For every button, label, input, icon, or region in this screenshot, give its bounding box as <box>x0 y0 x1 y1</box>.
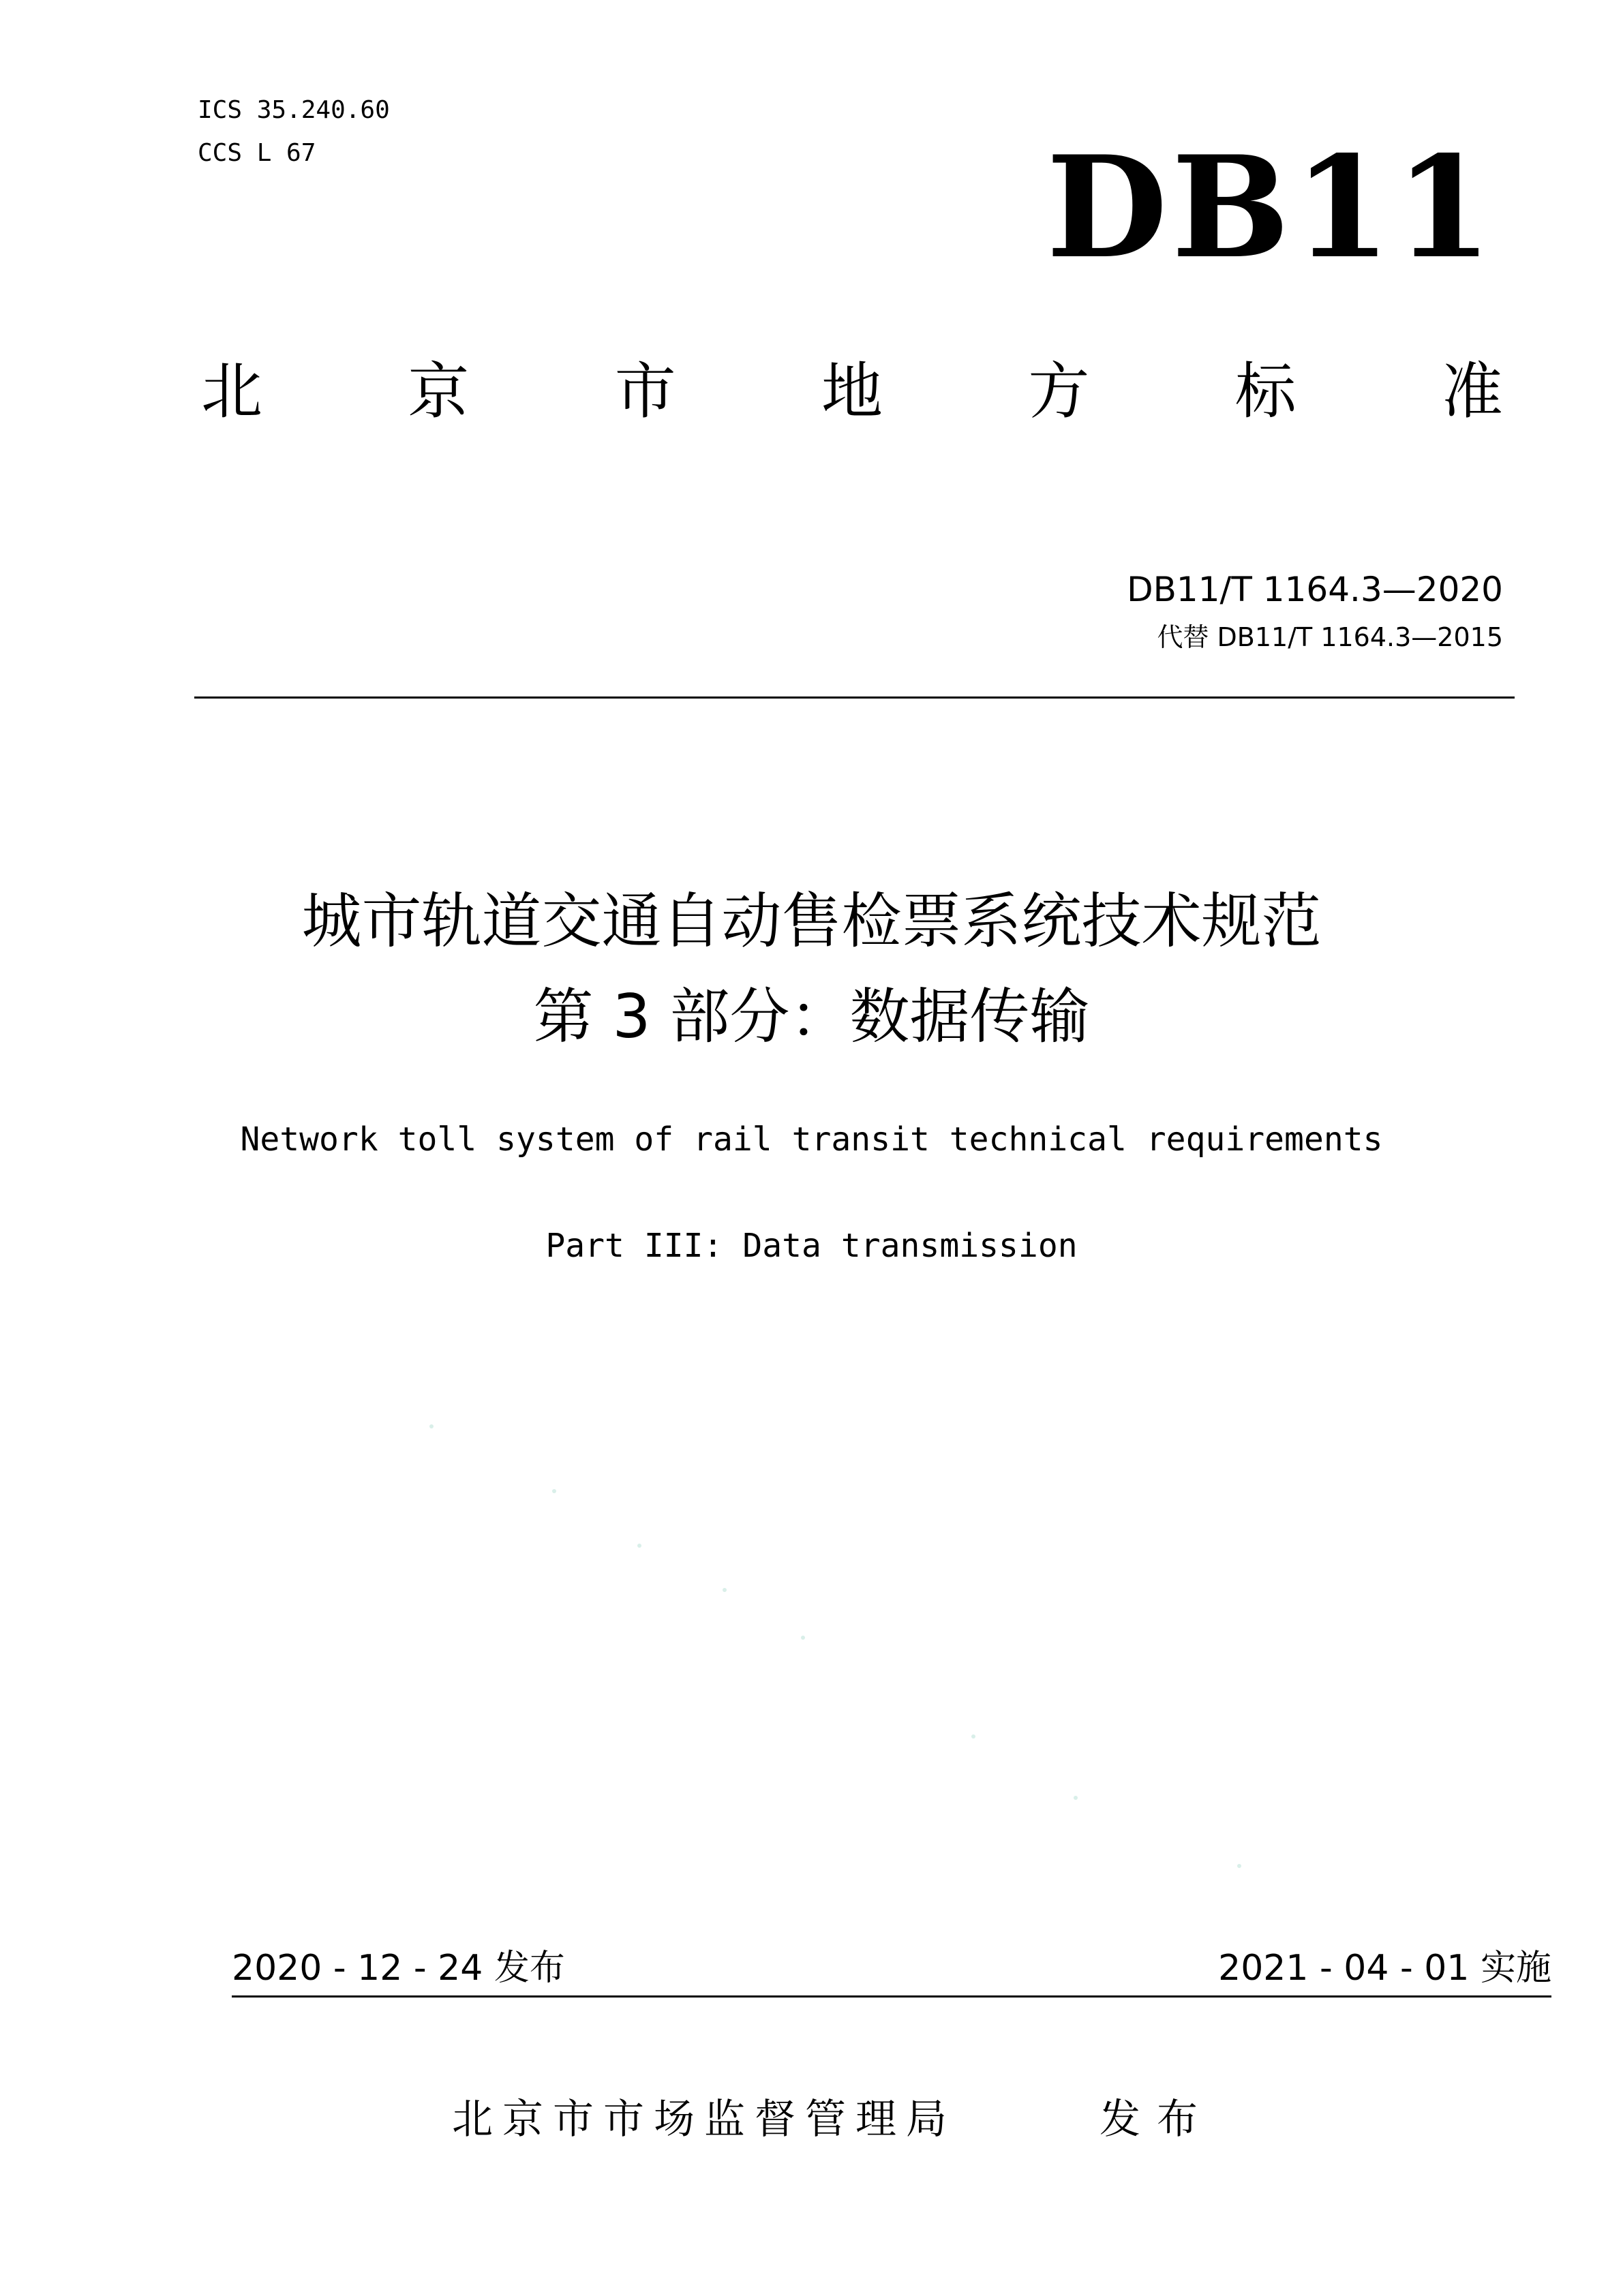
speckle <box>971 1734 975 1739</box>
standard-number: DB11/T 1164.3—2020 <box>1127 570 1503 609</box>
speckle <box>723 1588 727 1592</box>
local-standard-char: 方 <box>1028 356 1090 427</box>
chinese-title-line-2: 第 3 部分：数据传输 <box>533 981 1090 1052</box>
replaces-standard: 代替 DB11/T 1164.3—2015 <box>1157 622 1503 652</box>
english-title-line-2: Part III: Data transmission <box>545 1227 1078 1265</box>
speckle <box>429 1424 434 1428</box>
speckle <box>1074 1796 1078 1800</box>
speckle <box>637 1544 641 1548</box>
english-title-line-1: Network toll system of rail transit technical requirements <box>240 1120 1383 1159</box>
db11-logo: DB11 <box>1046 126 1497 290</box>
implementation-date: 2021 - 04 - 01 实施 <box>1218 1948 1551 1989</box>
publisher-name: 北京市市场监督管理局 <box>452 2096 956 2143</box>
speckle <box>801 1636 805 1640</box>
ics-code: ICS 35.240.60 <box>198 96 390 124</box>
local-standard-char: 市 <box>614 356 676 427</box>
issue-date: 2020 - 12 - 24 发布 <box>232 1948 565 1989</box>
top-divider <box>194 697 1515 699</box>
local-standard-char: 准 <box>1441 356 1503 427</box>
bottom-divider <box>232 1995 1551 1997</box>
ccs-code: CCS L 67 <box>198 139 316 167</box>
local-standard-char: 标 <box>1234 356 1296 427</box>
local-standard-char: 地 <box>821 356 883 427</box>
local-standard-char: 北 <box>201 356 262 427</box>
local-standard-char: 京 <box>408 356 470 427</box>
chinese-title-line-1: 城市轨道交通自动售检票系统技术规范 <box>301 886 1322 956</box>
speckle <box>552 1489 556 1493</box>
speckle <box>1237 1864 1241 1868</box>
local-standard-heading <box>201 351 1503 433</box>
publish-label: 发布 <box>1099 2096 1214 2143</box>
